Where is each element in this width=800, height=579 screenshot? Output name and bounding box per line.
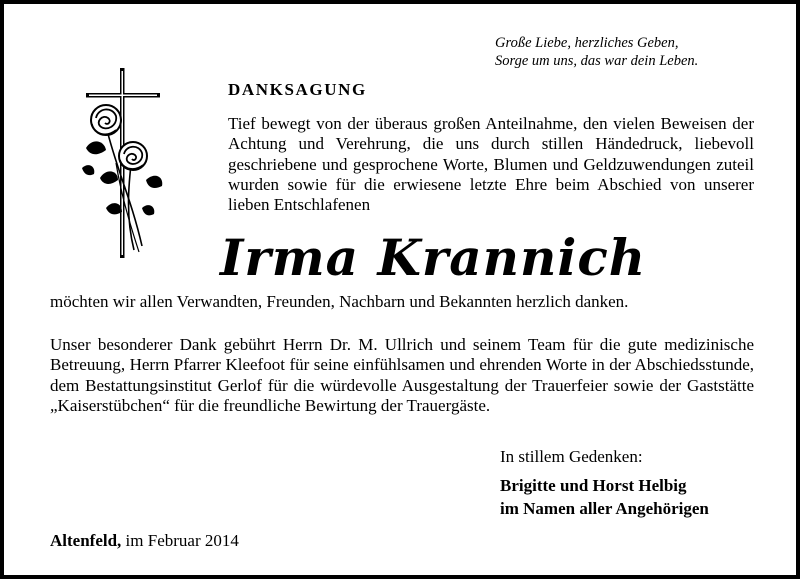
motto-line-1: Große Liebe, herzliches Geben, — [495, 35, 679, 51]
motto-verse — [495, 34, 785, 70]
place-name: Altenfeld, — [50, 531, 122, 550]
date-text: im Februar 2014 — [125, 531, 239, 550]
signer-line-2: im Namen aller Angehörigen — [500, 499, 709, 518]
heading-danksagung: DANKSAGUNG — [228, 80, 367, 99]
cross-with-roses-icon — [76, 68, 166, 268]
motto-line-2: Sorge um uns, das war dein Leben. — [495, 53, 699, 69]
place-and-date — [50, 531, 239, 551]
deceased-name: Irma Krannich — [220, 228, 647, 287]
signer-line-1: Brigitte und Horst Helbig — [500, 476, 687, 495]
thanks-line: möchten wir allen Verwandten, Freunden, Nachbarn und Bekannten herzlich danken. — [50, 292, 629, 311]
remembrance-line: In stillem Gedenken: — [500, 447, 643, 466]
intro-paragraph: Tief bewegt von der überaus großen Anteilnahme, den vielen Beweisen der Achtung und Verehrung, die uns durch stillen Händedruck, liebevoll geschriebene und gesprochene Worte, Blumen und Geldzuwendungen zuteil wurden sowie für die erwiesene letzte Ehre beim Abschied von unserer lieben Entschlafenen — [228, 114, 754, 215]
special-thanks-paragraph: Unser besonderer Dank gebührt Herrn Dr. M. Ullrich und seinem Team für die gute medizinische Betreuung, Herrn Pfarrer Kleefoot für seine einfühlsamen und ehrenden Worte in der Abschiedsstunde, dem Bestattungsinstitut Gerlof für die würdevolle Ausgestaltung der Trauerfeier sowie der Gaststätte „Kaiserstübchen“ für die freundliche Bewirtung der Trauergäste. — [50, 335, 754, 415]
signers-block — [500, 474, 709, 520]
